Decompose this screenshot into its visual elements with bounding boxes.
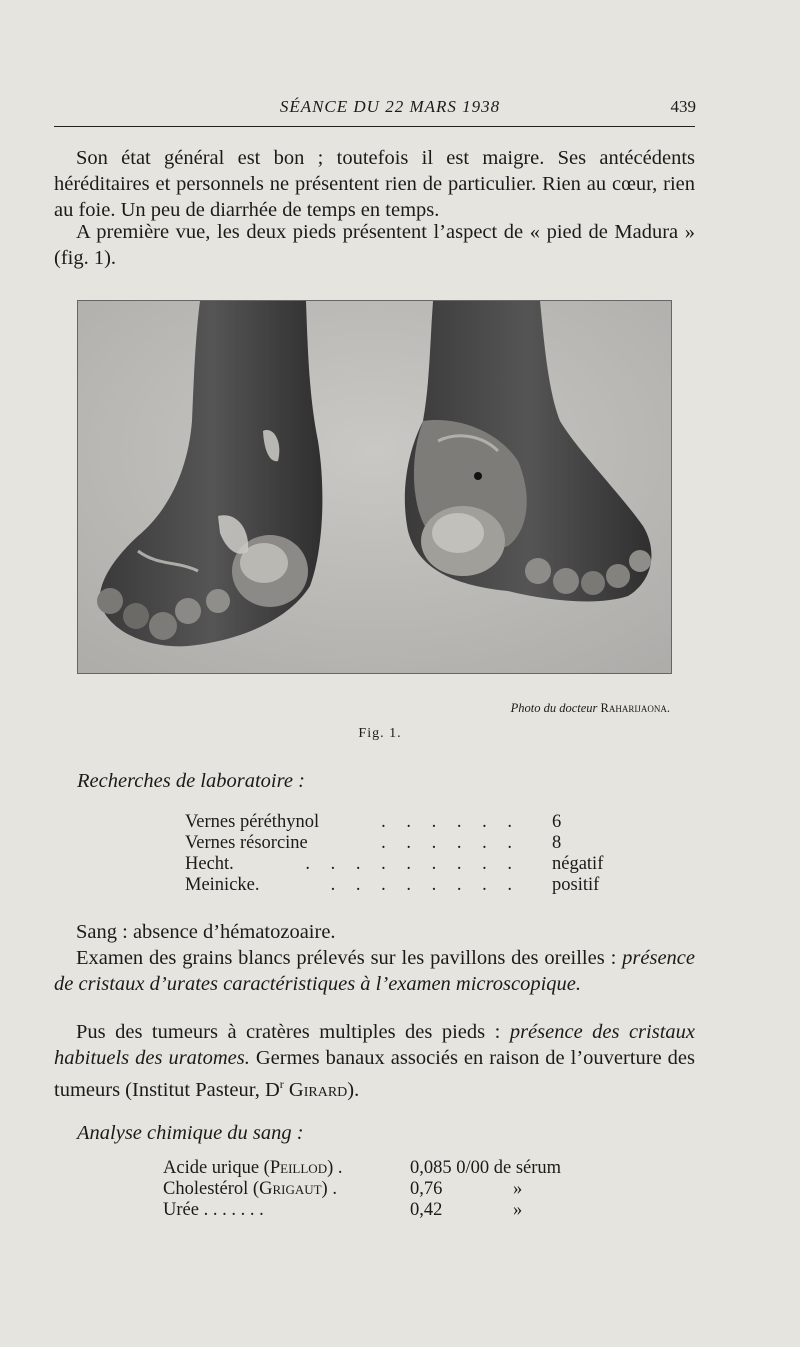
- paragraph-pus-text: Pus des tumeurs à cratères multiples des pieds :: [76, 1021, 501, 1043]
- paragraph-sang: [54, 919, 695, 945]
- chem-row: [163, 1179, 633, 1200]
- paragraph-madura: [54, 219, 695, 271]
- lab-test-value: 6: [552, 812, 562, 832]
- lab-row: [185, 833, 625, 854]
- chem-method-name: Peillod: [269, 1158, 328, 1178]
- lab-row: [185, 812, 625, 833]
- paragraph-pus-continuation: Germes banaux associés en raison de l’ouverture des tumeurs (Institut Pasteur, D: [54, 1047, 696, 1101]
- chem-test-value: 0,76: [410, 1179, 443, 1199]
- running-head-title: SÉANCE DU 22 MARS 1938: [279, 97, 501, 116]
- paragraph-pus-italic: présence des cristaux habituels des uratomes.: [54, 1021, 696, 1069]
- paragraph-pus: [54, 1019, 695, 1103]
- paragraph-examen-text: Examen des grains blancs prélevés sur les pavillons des oreilles :: [76, 947, 617, 969]
- paragraph-madura-text: A première vue, les deux pieds présentent l’aspect de « pied de Madura » (fig. 1).: [54, 221, 695, 269]
- lab-test-name: Vernes péréthynol: [185, 812, 320, 832]
- leader-dots: . . . . . . . .: [330, 875, 520, 895]
- lab-results: [185, 812, 625, 896]
- chem-test-label: Urée: [163, 1200, 199, 1220]
- lab-row: [185, 875, 625, 896]
- chem-test-suffix: ) .: [327, 1158, 343, 1178]
- paragraph-pus-end: ).: [347, 1078, 360, 1101]
- chem-test-name: [163, 1158, 343, 1179]
- feet-photograph: [78, 301, 671, 673]
- paragraph-examen-italic: présence de cristaux d’urates caractéristiques à l’examen microscopique.: [54, 947, 695, 995]
- lab-test-value: positif: [552, 875, 600, 895]
- chem-test-suffix: ) .: [321, 1179, 337, 1199]
- doctor-superscript: r: [279, 1077, 284, 1091]
- ditto-mark: »: [513, 1179, 523, 1199]
- paragraph-examen: [54, 945, 695, 997]
- lab-test-value: négatif: [552, 854, 604, 874]
- chem-heading: Analyse chimique du sang :: [77, 1122, 304, 1144]
- chem-test-value: 0,085 0/00 de sérum: [410, 1158, 562, 1178]
- chem-test-label: Acide urique (: [163, 1158, 270, 1178]
- ditto-mark: »: [513, 1200, 523, 1220]
- paragraph-general-state: [54, 145, 695, 223]
- chem-test-suffix: . . . . . . .: [198, 1200, 264, 1220]
- photo-credit: [400, 701, 670, 716]
- page-number: 439: [670, 97, 696, 116]
- chem-test-value: 0,42: [410, 1200, 443, 1220]
- lab-test-value: 8: [552, 833, 562, 853]
- lab-row: [185, 854, 625, 875]
- chem-row: [163, 1200, 633, 1221]
- chem-row: [163, 1158, 633, 1179]
- leader-dots: . . . . . .: [381, 833, 520, 853]
- figure-caption: Fig. 1.: [358, 726, 402, 741]
- lab-test-name: Hecht.: [185, 854, 234, 874]
- chem-test-label: Cholestérol (: [163, 1179, 260, 1199]
- leader-dots: . . . . . . . . .: [305, 854, 520, 874]
- paragraph-sang-text: Sang : absence d’hématozoaire.: [76, 921, 336, 943]
- doctor-name: Girard: [288, 1078, 348, 1101]
- lab-test-name: Meinicke.: [185, 875, 260, 895]
- leader-dots: . . . . . .: [381, 812, 520, 832]
- blood-chemistry: [163, 1158, 633, 1221]
- figure-photo-feet: [77, 300, 672, 674]
- paragraph-general-state-text: Son état général est bon ; toutefois il est maigre. Ses antécédents héréditaires et personnels ne présentent rien de particulier. Rien au cœur, rien au foie. Un peu de diarrhée de temps en temps.: [54, 147, 695, 221]
- lab-heading: Recherches de laboratoire :: [77, 770, 305, 792]
- chem-test-name: [163, 1179, 337, 1200]
- chem-test-name: [163, 1200, 264, 1221]
- lab-test-name: Vernes résorcine: [185, 833, 308, 853]
- header-rule: [54, 126, 695, 127]
- photo-credit-prefix: Photo du docteur: [510, 701, 598, 715]
- photo-credit-name: Raharijaona.: [600, 701, 670, 715]
- chem-method-name: Grigaut: [259, 1179, 322, 1199]
